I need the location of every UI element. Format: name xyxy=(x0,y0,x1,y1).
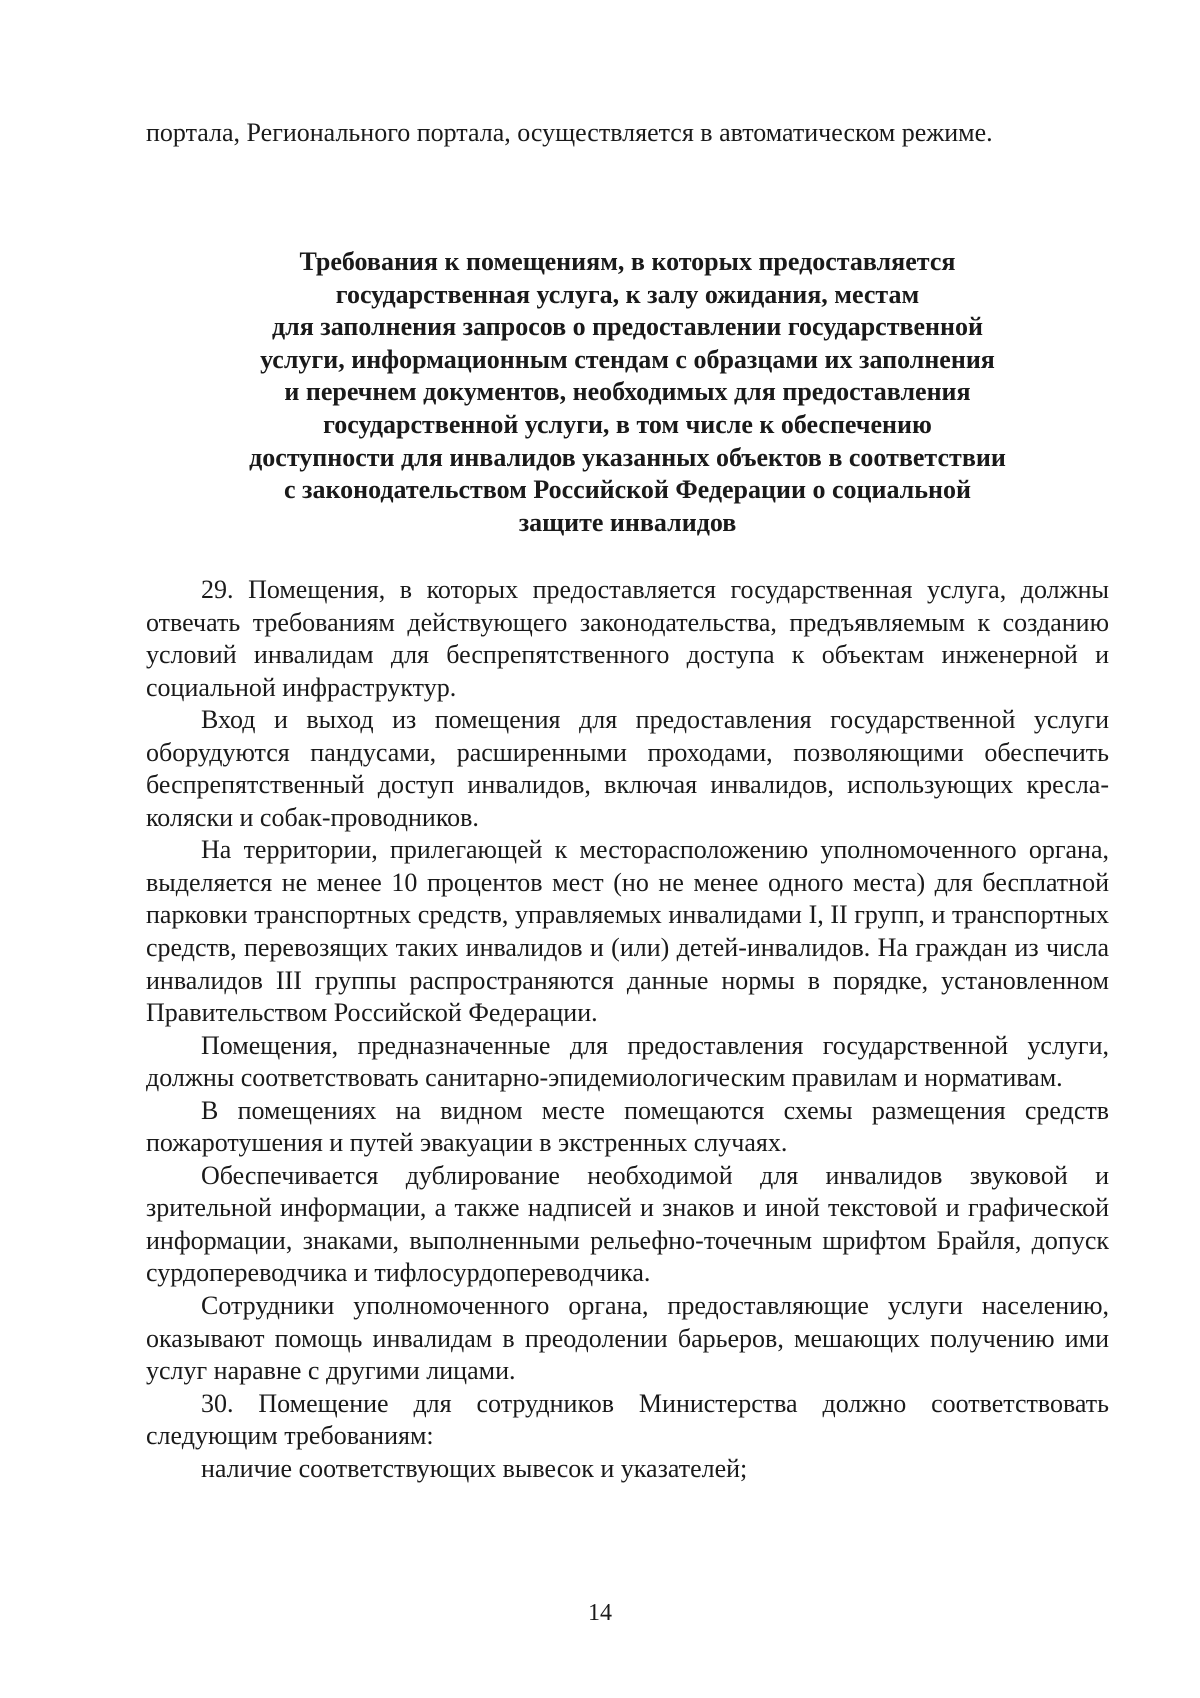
paragraph-signage: наличие соответствующих вывесок и указателей; xyxy=(201,1453,748,1483)
paragraph-braille: Обеспечивается дублирование необходимой для инвалидов звуковой и зрительной информации, а также надписей и знаков и иной текстовой и графической информации, знаками, выполненными рельефно-точечным шрифтом Брайля, допуск сурдопереводчика и тифлосурдопереводчика. xyxy=(146,1160,1109,1288)
heading-line: и перечнем документов, необходимых для предоставления xyxy=(284,377,971,407)
paragraph-sanitary: Помещения, предназначенные для предоставления государственной услуги, должны соответствовать санитарно-эпидемиологическим правилам и нормативам. xyxy=(146,1030,1109,1093)
body-text xyxy=(146,574,1109,1485)
heading-line: защите инвалидов xyxy=(518,507,737,537)
paragraph-staff-assistance: Сотрудники уполномоченного органа, предоставляющие услуги населению, оказывают помощь инвалидам в преодолении барьеров, мешающих получению ими услуг наравне с другими лицами. xyxy=(146,1291,1109,1386)
heading-line: для заполнения запросов о предоставлении государственной xyxy=(271,312,983,342)
paragraph-parking: На территории, прилегающей к месторасположению уполномоченного органа, выделяется не менее 10 процентов мест (но не менее одного места) для бесплатной парковки транспортных средств, управляемых инвалидами I, II групп, и транспортных средств, перевозящих таких инвалидов и (или) детей-инвалидов. На граждан из числа инвалидов III группы распространяются данные нормы в порядке, установленном Правительством Российской Федерации. xyxy=(146,835,1109,1028)
heading-line: доступности для инвалидов указанных объектов в соответствии xyxy=(249,442,1006,472)
heading-line: государственная услуга, к залу ожидания, местам xyxy=(335,279,920,309)
paragraph-evacuation: В помещениях на видном месте помещаются схемы размещения средств пожаротушения и путей эвакуации в экстренных случаях. xyxy=(146,1095,1109,1158)
heading-line: Требования к помещениям, в которых предоставляется xyxy=(299,247,956,276)
paragraph-entrance: Вход и выход из помещения для предоставления государственной услуги оборудуются пандусами, расширенными проходами, позволяющими обеспечить беспрепятственный доступ инвалидов, включая инвалидов, использующих кресла-коляски и собак-проводников. xyxy=(146,705,1109,832)
paragraph-29: 29. Помещения, в которых предоставляется государственная услуга, должны отвечать требованиям действующего законодательства, предъявляемым к созданию условий инвалидам для беспрепятственного доступа к объектам инженерной и социальной инфраструктур. xyxy=(146,575,1109,702)
page-number: 14 xyxy=(588,1600,612,1626)
paragraph-30: 30. Помещение для сотрудников Министерства должно соответствовать следующим требованиям: xyxy=(146,1388,1109,1451)
heading-line: услуги, информационным стендам с образцами их заполнения xyxy=(260,344,995,374)
heading-line: государственной услуги, в том числе к обеспечению xyxy=(323,409,932,439)
heading-line: с законодательством Российской Федерации о социальной xyxy=(284,475,971,505)
intro-line: портала, Регионального портала, осуществляется в автоматическом режиме. xyxy=(146,118,993,147)
section-heading xyxy=(146,246,1109,539)
